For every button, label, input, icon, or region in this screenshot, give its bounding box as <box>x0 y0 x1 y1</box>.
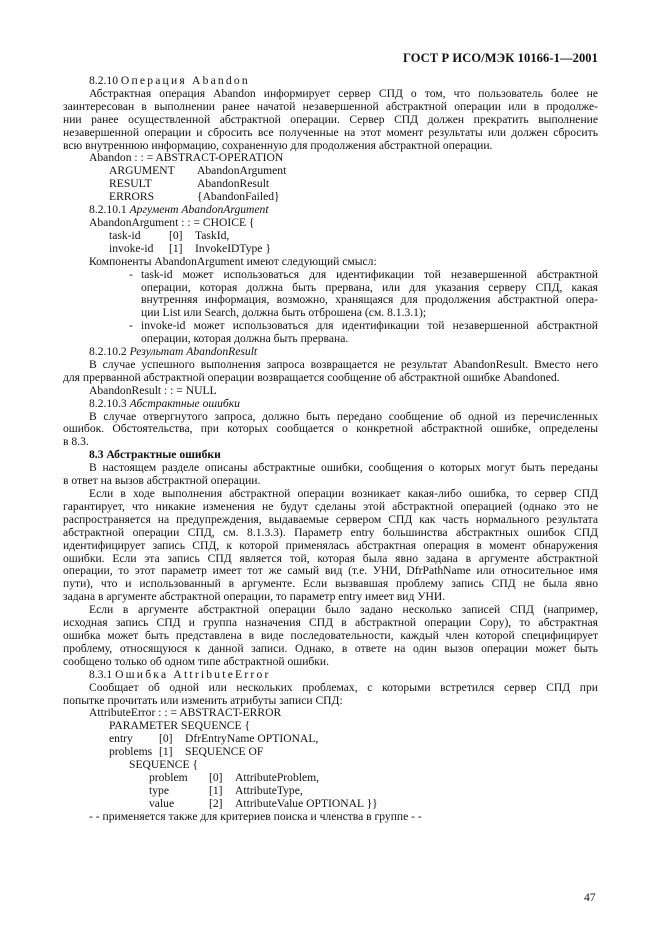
paragraph-line: распространяется на предупреждения, выдаваемые сервером СПД как часть нормального результата <box>63 512 598 526</box>
subsection-title: Абстрактные ошибки <box>129 396 240 410</box>
paragraph-line: исходная запись СПД и группа назначения СПД в абстрактной операции Copy), то абстрактная <box>63 616 598 630</box>
subsection-title: Результат AbandonResult <box>129 345 258 359</box>
components-intro: Компоненты AbandonArgument имеют следующий смысл: <box>89 254 377 268</box>
field-name: type <box>149 783 169 797</box>
paragraph-line: идентифицирует запись СПД, к которой применялась абстрактная операция в момент обнаружения <box>63 538 598 552</box>
field-tag: [1] <box>209 783 223 797</box>
bullet-mark: - <box>129 267 133 281</box>
def-value: AbandonResult <box>197 177 270 191</box>
paragraph-line: попытке прочитать или изменить атрибуты записи СПД: <box>63 693 343 707</box>
field-type: AttributeType, <box>235 783 303 797</box>
paragraph-line: ошибка может быть представлена в виде последовательности, каждый член которой специфицирует <box>63 628 598 642</box>
field-name: entry <box>109 732 133 746</box>
paragraph-line: Сообщает об одной или нескольких проблемах, с которыми встретился сервер СПД при <box>89 680 598 694</box>
paragraph-line: в ответ на вызов абстрактной операции. <box>63 474 261 488</box>
paragraph-line: В случае успешного выполнения запроса возвращается не результат AbandonResult. Вместо него <box>89 357 598 371</box>
paragraph-line: Абстрактная операция Abandon информирует сервер СПД о том, что пользователь более не <box>89 86 598 100</box>
parameter-line: PARAMETER SEQUENCE { <box>109 719 251 733</box>
field-tag: [0] <box>209 770 223 784</box>
section-title: Операция Abandon <box>120 74 250 87</box>
bullet-line: операции, которая должна быть прервана. <box>141 332 349 346</box>
field-tag: [2] <box>209 796 223 810</box>
field-type: TaskId, <box>195 228 230 242</box>
choice-row <box>63 243 598 256</box>
page-content <box>63 75 598 824</box>
paragraph-line: ошибки. Если эта запись СПД является той, которая была явно задана в аргументе абстрактной <box>63 551 598 565</box>
subsection-title: Аргумент AbandonArgument <box>129 203 269 217</box>
field-tag: [1] <box>159 745 173 759</box>
page-number: 47 <box>584 891 596 904</box>
subsection-heading-8-2-10-2 <box>63 346 598 359</box>
field-type: AttributeProblem, <box>235 770 320 784</box>
field-type: AttributeValue OPTIONAL }} <box>235 796 378 810</box>
paragraph-line: незавершенной операции и сбросить все полученные на этот момент результаты или должен сбросить <box>63 125 598 139</box>
field-name: task-id <box>109 228 141 242</box>
bullet-item <box>63 320 598 346</box>
definition-line: AttributeError : : = ABSTRACT-ERROR <box>89 706 282 720</box>
subsection-number: 8.2.10.2 <box>89 345 127 359</box>
def-value: AbandonArgument <box>197 164 287 178</box>
paragraph-line: нии ранее осуществленной абстрактной операции. Сервер СПД должен прекратить выполнение <box>63 112 598 126</box>
definition-line: AbandonArgument : : = CHOICE { <box>89 215 255 229</box>
section-heading-8-3-1 <box>63 669 598 682</box>
section-title: Ошибка AttributeError <box>115 667 271 681</box>
bullet-line: invoke-id может использоваться для идентификации той незавершенной абстрактной <box>141 319 598 333</box>
paragraph-line: заинтересован в выполнении ранее начатой незавершенной абстрактной операции или в продолже- <box>63 99 598 113</box>
def-value: {AbandonFailed} <box>197 190 280 204</box>
field-type: DfrEntryName OPTIONAL, <box>185 732 319 746</box>
section-heading-8-3: 8.3 Абстрактные ошибки <box>89 448 221 462</box>
paragraph-line: проблему, относящуюся к данной записи. Однако, в ответе на один вызов операции может быть <box>63 641 598 655</box>
bullet-mark: - <box>129 319 133 333</box>
sequence-open: SEQUENCE { <box>129 758 199 772</box>
def-key: ARGUMENT <box>109 164 175 178</box>
paragraph-line: в 8.3. <box>63 435 89 449</box>
definition-line: AbandonResult : : = NULL <box>89 383 217 397</box>
paragraph-line: гарантирует, что никакие изменения не будут сделаны этой абстрактной операцией (однако это не <box>63 499 598 513</box>
paragraph-line: задана в аргументе абстрактной операции, то параметр entry имеет вид УНИ. <box>63 590 446 604</box>
bullet-line: ции List или Search, должна быть отброшена (см. 8.1.3.1); <box>141 306 427 320</box>
paragraph-line: Если в аргументе абстрактной операции было задано несколько записей СПД (например, <box>89 603 598 617</box>
inner-sequence-row <box>63 798 598 811</box>
paragraph-line: всю внутреннюю информацию, сохраненную для продолжения абстрактной операции. <box>63 138 493 152</box>
paragraph-line: В настоящем разделе описаны абстрактные ошибки, сообщения о которых могут быть переданы <box>89 461 598 475</box>
paragraph-line: пути), что и использованный в аргументе. Если вызвавшая проблему запись СПД не была явно <box>63 577 598 591</box>
section-number: 8.3.1 <box>89 667 113 681</box>
section-heading-8-2-10 <box>63 75 598 88</box>
bullet-line: внутренняя информация, возможно, хранящаяся для продолжения абстрактной опера- <box>141 293 598 307</box>
field-tag: [1] <box>169 241 183 255</box>
subsection-heading-8-2-10-3 <box>63 398 598 411</box>
paragraph-line: сообщено только об одном типе абстрактной ошибки. <box>63 654 330 668</box>
field-name: value <box>149 796 175 810</box>
paragraph-line: абстрактной операции СПД, см. 8.1.3.3). Параметр entry большинства абстрактных ошибок СПД <box>63 525 598 539</box>
inner-sequence-row <box>63 772 598 785</box>
def-key: ERRORS <box>109 190 155 204</box>
bullet-item <box>63 269 598 321</box>
field-tag: [0] <box>159 732 173 746</box>
paragraph-line: Если в ходе выполнения абстрактной операции возникает какая-либо ошибка, то сервер СПД <box>89 487 598 500</box>
section-number: 8.2.10 <box>89 74 118 87</box>
field-type: InvokeIDType } <box>195 241 271 255</box>
field-type: SEQUENCE OF <box>185 745 264 759</box>
field-name: invoke-id <box>109 241 154 255</box>
inner-sequence-row <box>63 785 598 798</box>
bullet-line: task-id может использоваться для идентификации той незавершенной абстрактной <box>141 267 598 281</box>
field-name: problem <box>149 770 188 784</box>
choice-row <box>63 230 598 243</box>
page-header-doc-id: ГОСТ Р ИСО/МЭК 10166-1—2001 <box>402 51 598 65</box>
subsection-number: 8.2.10.1 <box>89 203 127 217</box>
subsection-number: 8.2.10.3 <box>89 396 127 410</box>
comment-line: - - применяется также для критериев поиска и членства в группе - - <box>89 809 422 823</box>
paragraph-line: В случае отвергнутого запроса, должно быть передано сообщение об одной из перечисленных <box>89 409 598 423</box>
field-name: problems <box>109 745 153 759</box>
field-tag: [0] <box>169 228 183 242</box>
def-key: RESULT <box>109 177 152 191</box>
definition-line: Abandon : : = ABSTRACT-OPERATION <box>89 151 284 165</box>
paragraph-line: операции, то этот параметр имеет тот же самый вид (т.е. УНИ, DfrPathName или относительное имя <box>63 564 598 578</box>
bullet-line: операции, которая должна быть прервана, или для указания серверу СПД, какая <box>141 280 598 294</box>
paragraph-line: для прерванной абстрактной операции возвращается сообщение об абстрактной ошибке Abandoned. <box>63 370 560 384</box>
paragraph-line: ошибок. Обстоятельства, при которых сообщается о конкретной абстрактной ошибке, определены <box>63 422 598 436</box>
